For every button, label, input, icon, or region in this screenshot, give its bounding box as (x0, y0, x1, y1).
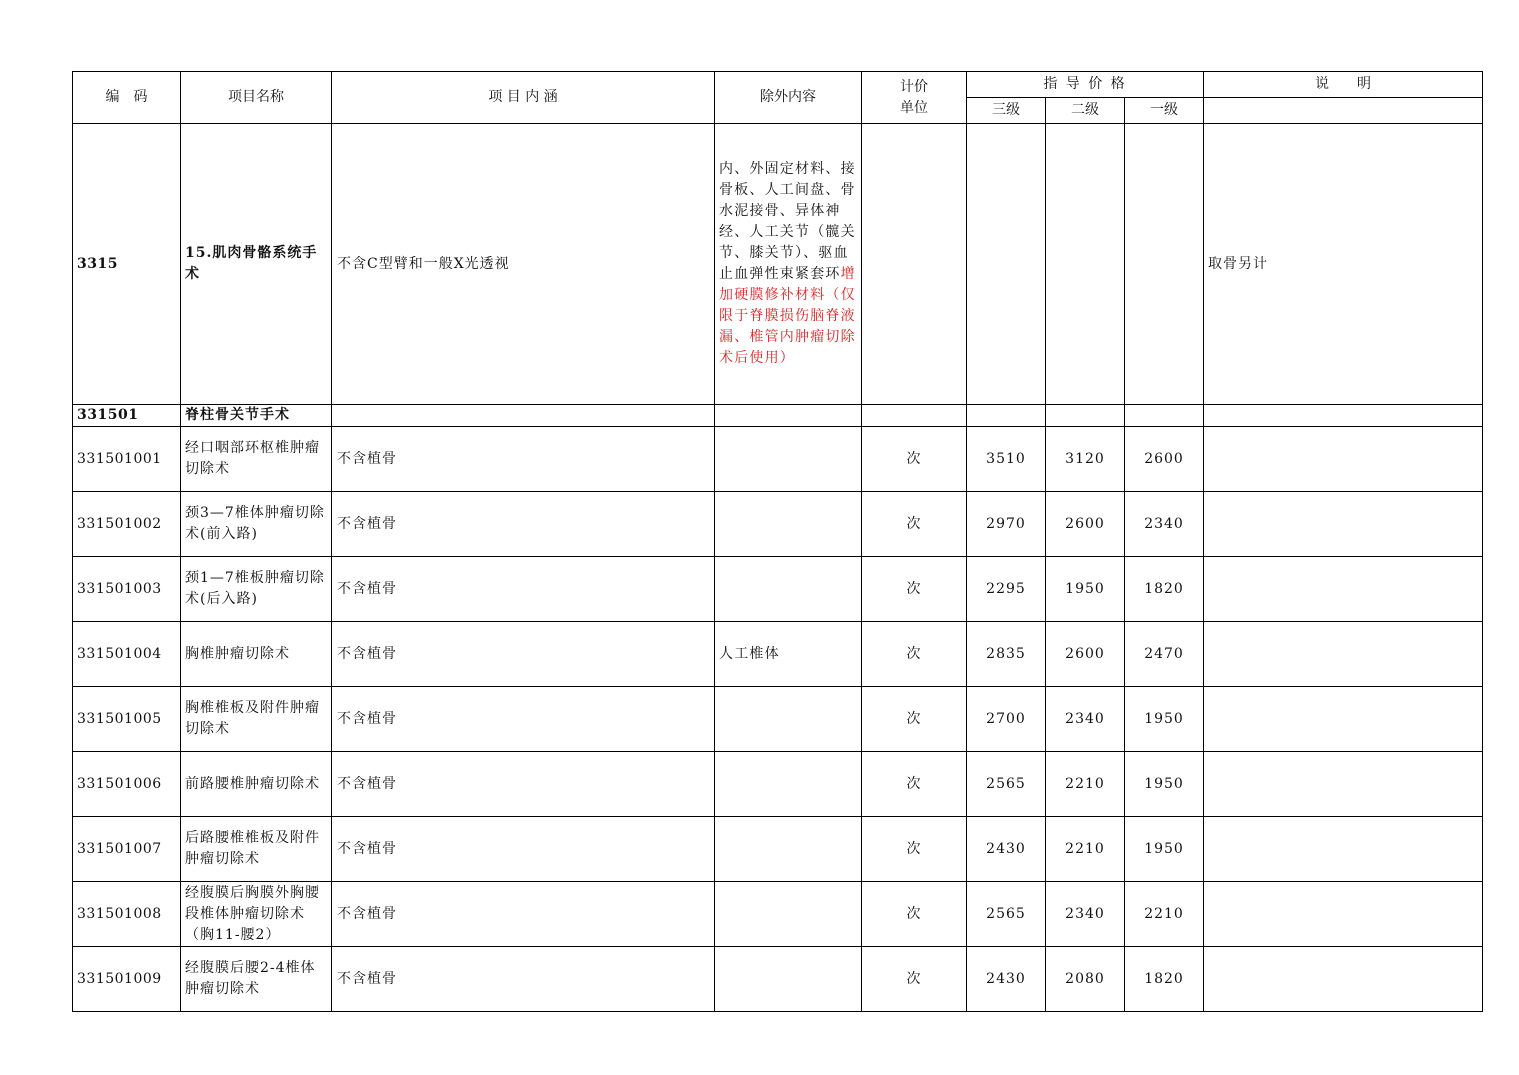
row-name: 胸椎肿瘤切除术 (181, 622, 332, 687)
header-level1: 一级 (1125, 98, 1204, 124)
row-price-level2: 3120 (1046, 427, 1125, 492)
row-price-level2: 1950 (1046, 557, 1125, 622)
table-row (73, 882, 1483, 947)
row-excluded (715, 752, 862, 817)
row-price-level3: 2295 (967, 557, 1046, 622)
section-unit (862, 124, 967, 405)
section-p1 (1125, 124, 1204, 405)
row-note (1204, 947, 1483, 1012)
row-price-level2: 2080 (1046, 947, 1125, 1012)
row-excluded: 人工椎体 (715, 622, 862, 687)
row-price-level1: 2210 (1125, 882, 1204, 947)
row-note (1204, 622, 1483, 687)
row-price-level3: 3510 (967, 427, 1046, 492)
row-name: 胸椎椎板及附件肿瘤切除术 (181, 687, 332, 752)
row-code: 331501003 (73, 557, 181, 622)
section-excluded-black: 内、外固定材料、接骨板、人工间盘、骨水泥接骨、异体神经、人工关节（髋关节、膝关节）、驱血止血弹性束紧套环 (719, 161, 856, 282)
row-unit: 次 (862, 622, 967, 687)
row-excluded (715, 492, 862, 557)
row-name: 前路腰椎肿瘤切除术 (181, 752, 332, 817)
header-price-group: 指 导 价 格 (967, 72, 1204, 98)
row-price-level2: 2600 (1046, 622, 1125, 687)
section-excluded (715, 124, 862, 405)
row-code: 331501009 (73, 947, 181, 1012)
row-content: 不含植骨 (332, 622, 715, 687)
row-code: 331501008 (73, 882, 181, 947)
row-excluded (715, 882, 862, 947)
row-price-level3: 2970 (967, 492, 1046, 557)
subsection-row (73, 405, 1483, 427)
row-content: 不含植骨 (332, 492, 715, 557)
row-name: 颈1—7椎板肿瘤切除术(后入路) (181, 557, 332, 622)
subsection-note (1204, 405, 1483, 427)
header-note-blank (1204, 98, 1483, 124)
row-note (1204, 557, 1483, 622)
header-unit-line2: 单位 (900, 99, 928, 116)
row-note (1204, 687, 1483, 752)
subsection-unit (862, 405, 967, 427)
header-unit-line1: 计价 (900, 78, 928, 95)
header-level3: 三级 (967, 98, 1046, 124)
section-content: 不含C型臂和一般X光透视 (332, 124, 715, 405)
header-level2: 二级 (1046, 98, 1125, 124)
header-excluded: 除外内容 (715, 72, 862, 124)
subsection-p3 (967, 405, 1046, 427)
section-code: 3315 (73, 124, 181, 405)
row-price-level1: 2470 (1125, 622, 1204, 687)
row-unit: 次 (862, 492, 967, 557)
table-row (73, 427, 1483, 492)
row-name: 后路腰椎椎板及附件肿瘤切除术 (181, 817, 332, 882)
row-unit: 次 (862, 687, 967, 752)
table-row (73, 752, 1483, 817)
row-unit: 次 (862, 882, 967, 947)
header-note: 说 明 (1204, 72, 1483, 98)
row-content: 不含植骨 (332, 947, 715, 1012)
row-code: 331501004 (73, 622, 181, 687)
row-price-level1: 1950 (1125, 752, 1204, 817)
row-content: 不含植骨 (332, 687, 715, 752)
row-name: 颈3—7椎体肿瘤切除术(前入路) (181, 492, 332, 557)
row-note (1204, 427, 1483, 492)
row-price-level2: 2600 (1046, 492, 1125, 557)
row-unit: 次 (862, 752, 967, 817)
data-rows (73, 427, 1483, 1012)
table-row (73, 817, 1483, 882)
section-p2 (1046, 124, 1125, 405)
section-excluded-red: 增加硬膜修补材料（仅限于脊膜损伤脑脊液漏、椎管内肿瘤切除术后使用） (719, 266, 856, 366)
subsection-content (332, 405, 715, 427)
table-row (73, 557, 1483, 622)
row-excluded (715, 687, 862, 752)
row-price-level1: 1820 (1125, 947, 1204, 1012)
row-excluded (715, 427, 862, 492)
row-note (1204, 817, 1483, 882)
row-note (1204, 882, 1483, 947)
row-excluded (715, 557, 862, 622)
row-price-level1: 1950 (1125, 687, 1204, 752)
row-unit: 次 (862, 947, 967, 1012)
row-code: 331501007 (73, 817, 181, 882)
section-name: 15.肌肉骨骼系统手术 (181, 124, 332, 405)
subsection-code: 331501 (73, 405, 181, 427)
row-note (1204, 492, 1483, 557)
price-table (72, 71, 1483, 1012)
row-content: 不含植骨 (332, 882, 715, 947)
section-p3 (967, 124, 1046, 405)
row-price-level3: 2835 (967, 622, 1046, 687)
row-price-level3: 2430 (967, 947, 1046, 1012)
subsection-p2 (1046, 405, 1125, 427)
table-row (73, 622, 1483, 687)
row-price-level3: 2565 (967, 882, 1046, 947)
row-unit: 次 (862, 427, 967, 492)
row-excluded (715, 817, 862, 882)
row-price-level2: 2340 (1046, 687, 1125, 752)
section-note: 取骨另计 (1204, 124, 1483, 405)
subsection-p1 (1125, 405, 1204, 427)
header-code: 编 码 (73, 72, 181, 124)
row-price-level2: 2210 (1046, 817, 1125, 882)
row-unit: 次 (862, 817, 967, 882)
row-price-level1: 1820 (1125, 557, 1204, 622)
row-name: 经腹膜后胸膜外胸腰段椎体肿瘤切除术（胸11-腰2） (181, 882, 332, 947)
subsection-excluded (715, 405, 862, 427)
row-price-level3: 2700 (967, 687, 1046, 752)
row-code: 331501001 (73, 427, 181, 492)
section-row (73, 124, 1483, 405)
row-content: 不含植骨 (332, 427, 715, 492)
subsection-name: 脊柱骨关节手术 (181, 405, 332, 427)
row-name: 经腹膜后腰2-4椎体肿瘤切除术 (181, 947, 332, 1012)
row-note (1204, 752, 1483, 817)
row-content: 不含植骨 (332, 817, 715, 882)
row-price-level3: 2430 (967, 817, 1046, 882)
row-content: 不含植骨 (332, 752, 715, 817)
row-price-level2: 2340 (1046, 882, 1125, 947)
row-content: 不含植骨 (332, 557, 715, 622)
row-price-level1: 2600 (1125, 427, 1204, 492)
row-price-level2: 2210 (1046, 752, 1125, 817)
row-price-level3: 2565 (967, 752, 1046, 817)
table-row (73, 947, 1483, 1012)
row-name: 经口咽部环枢椎肿瘤切除术 (181, 427, 332, 492)
table-row (73, 687, 1483, 752)
row-code: 331501002 (73, 492, 181, 557)
header-row (73, 72, 1483, 98)
row-unit: 次 (862, 557, 967, 622)
row-excluded (715, 947, 862, 1012)
row-price-level1: 2340 (1125, 492, 1204, 557)
header-name: 项目名称 (181, 72, 332, 124)
header-content: 项 目 内 涵 (332, 72, 715, 124)
table-row (73, 492, 1483, 557)
row-price-level1: 1950 (1125, 817, 1204, 882)
row-code: 331501005 (73, 687, 181, 752)
row-code: 331501006 (73, 752, 181, 817)
header-unit (862, 72, 967, 124)
section-excluded-text (719, 159, 858, 369)
